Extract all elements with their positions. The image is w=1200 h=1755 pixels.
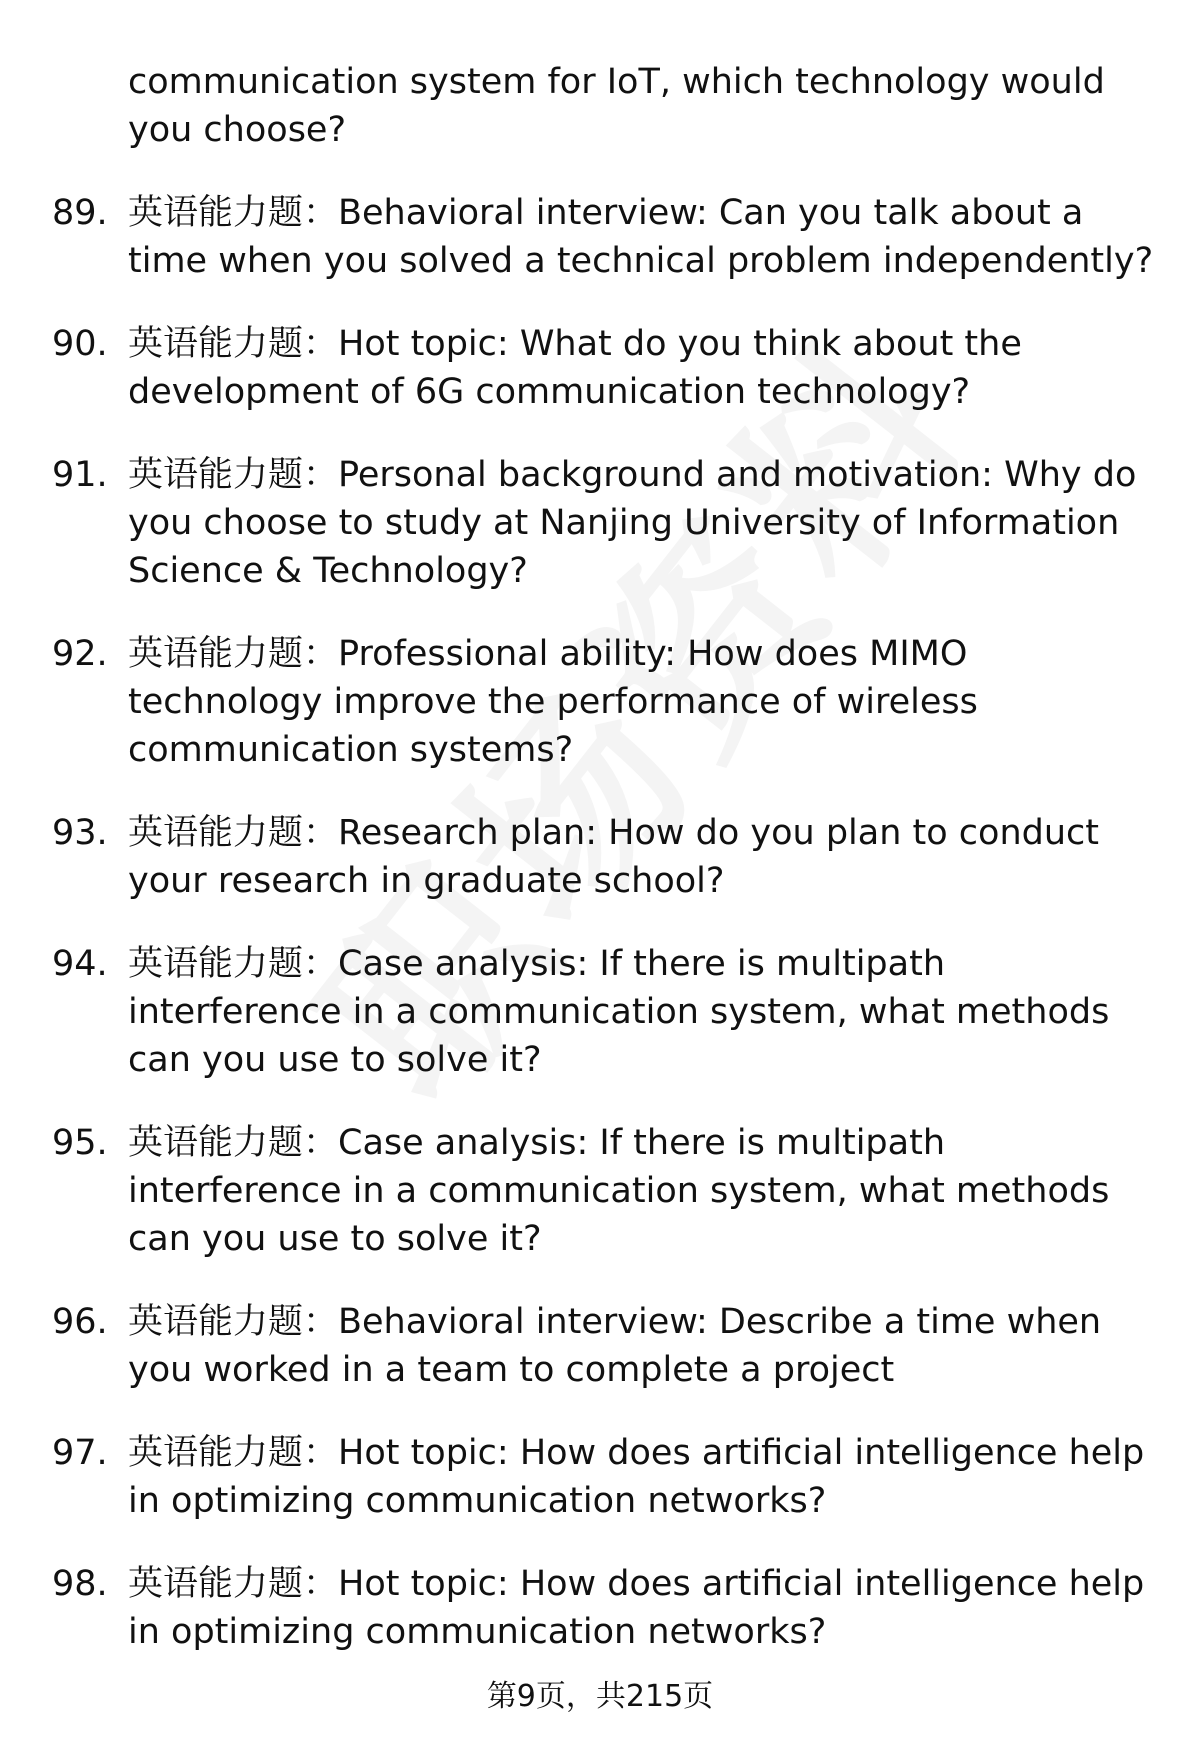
question-item xyxy=(0,1298,1200,1394)
question-item xyxy=(0,809,1200,905)
question-text: 英语能力题：Hot topic: How does artificial intelligence help in optimizing communication networks? xyxy=(128,1564,1145,1652)
question-item xyxy=(0,320,1200,416)
question-number: 91. xyxy=(52,455,108,495)
question-number: 98. xyxy=(52,1564,108,1604)
question-number: 89. xyxy=(52,193,108,233)
question-item xyxy=(0,1119,1200,1263)
question-number: 96. xyxy=(52,1302,108,1342)
question-text: 英语能力题：Personal background and motivation: Why do you choose to study at Nanjing University of Information Science & Technology? xyxy=(128,455,1137,591)
question-number: 93. xyxy=(52,813,108,853)
question-item xyxy=(0,940,1200,1084)
question-number: 94. xyxy=(52,944,108,984)
question-item xyxy=(0,189,1200,285)
question-text: 英语能力题：Research plan: How do you plan to conduct your research in graduate school? xyxy=(128,813,1099,901)
question-text: 英语能力题：Professional ability: How does MIMO technology improve the performance of wireless communication systems? xyxy=(128,634,978,770)
question-text: 英语能力题：Hot topic: What do you think about the development of 6G communication technology? xyxy=(128,324,1022,412)
question-number: 95. xyxy=(52,1123,108,1163)
continuation-text: communication system for IoT, which technology would you choose? xyxy=(128,62,1105,150)
question-text: 英语能力题：Behavioral interview: Describe a time when you worked in a team to complete a project xyxy=(128,1302,1102,1390)
question-item xyxy=(0,451,1200,595)
question-number: 90. xyxy=(52,324,108,364)
page-footer: 第9页，共215页 xyxy=(486,1679,714,1714)
question-list xyxy=(0,58,1200,1656)
question-text: 英语能力题：Case analysis: If there is multipath interference in a communication system, what methods can you use to solve it? xyxy=(128,944,1110,1080)
question-text: 英语能力题：Behavioral interview: Can you talk about a time when you solved a technical problem independently? xyxy=(128,193,1154,281)
question-number: 97. xyxy=(52,1433,108,1473)
question-item xyxy=(0,630,1200,774)
question-number: 92. xyxy=(52,634,108,674)
question-text: 英语能力题：Hot topic: How does artificial intelligence help in optimizing communication networks? xyxy=(128,1433,1145,1521)
question-text: 英语能力题：Case analysis: If there is multipath interference in a communication system, what methods can you use to solve it? xyxy=(128,1123,1110,1259)
question-item xyxy=(0,1429,1200,1525)
question-item xyxy=(0,1560,1200,1656)
